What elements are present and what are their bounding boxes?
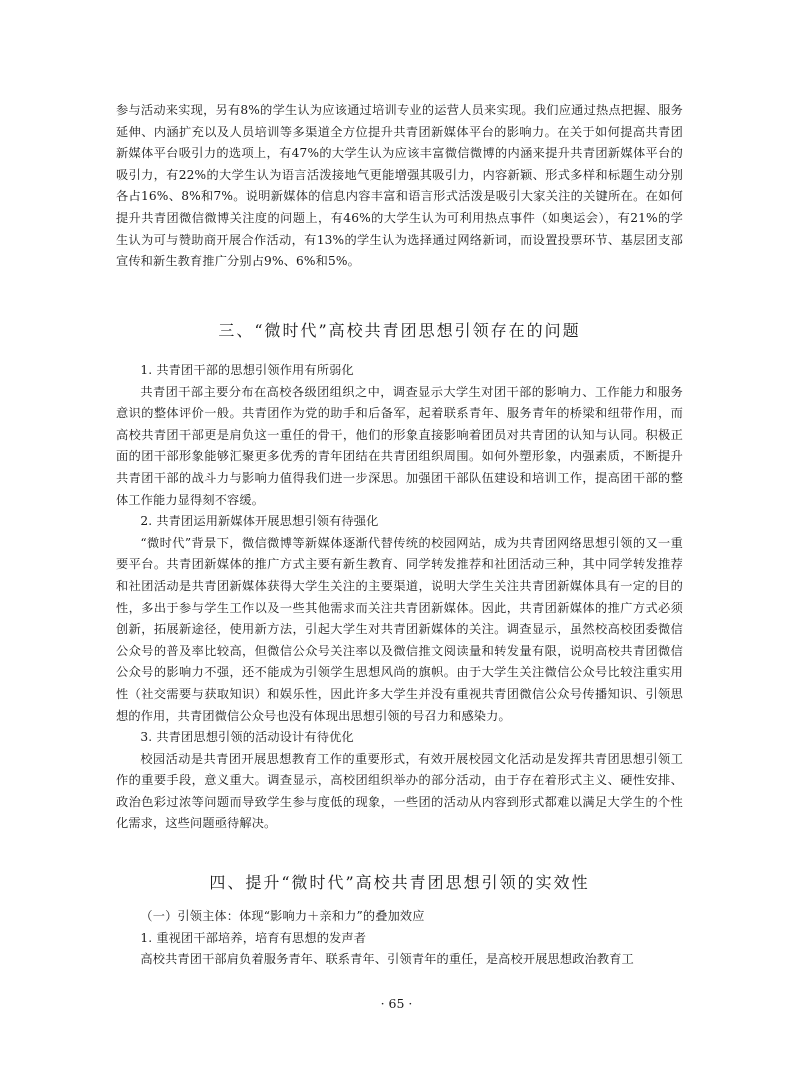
section3-sub1-title: 1. 共青团干部的思想引领作用有所弱化	[140, 363, 354, 377]
section3-sub3-body: 校园活动是共青团开展思想教育工作的重要形式，有效开展校园文化活动是发挥共青团思想引领工作的重要手段，意义重大。调查显示，高校团组织举办的部分活动，由于存在着形式主义、硬性安排、政治色彩过浓等问题而导致学生参与度低的现象，一些团的活动从内容到形式都难以满足大学生的个性化需求，这些问题亟待解决。	[116, 751, 683, 831]
section3-sub1-body: 共青团干部主要分布在高校各级团组织之中，调查显示大学生对团干部的影响力、工作能力和服务意识的整体评价一般。共青团作为党的助手和后备军，起着联系青年、服务青年的桥梁和纽带作用，而高校共青团干部更是肩负这一重任的骨干，他们的形象直接影响着团员对共青团的认知与认同。积极正面的团干部形象能够汇聚更多优秀的青年团结在共青团组织周围。如何外塑形象，内强素质，不断提升共青团干部的战斗力与影响力值得我们进一步深思。加强团干部队伍建设和培训工作，提高团干部的整体工作能力显得刻不容缓。	[116, 384, 683, 507]
section3-sub3-title: 3. 共青团思想引领的活动设计有待优化	[140, 730, 354, 745]
section3-heading: 三、“微时代”高校共青团思想引领存在的问题	[218, 321, 581, 340]
intro-paragraph: 参与活动来实现，另有8%的学生认为应该通过培训专业的运营人员来实现。我们应通过热点把握、服务延伸、内涵扩充以及人员培训等多渠道全方位提升共青团新媒体平台的影响力。在关于如何提高共青团新媒体平台吸引力的选项上，有47%的大学生认为应该丰富微信微博的内涵来提升共青团新媒体平台的吸引力，有22%的大学生认为语言活泼接地气更能增强其吸引力，内容新颖、形式多样和标题生动分别各占16%、8%和7%。说明新媒体的信息内容丰富和语言形式活泼是吸引大家关注的关键所在。在如何提升共青团微信微博关注度的问题上，有46%的大学生认为可利用热点事件（如奥运会），有21%的学生认为可与赞助商开展合作活动，有13%的学生认为选择通过网络新词，而设置投票环节、基层团支部宣传和新生教育推广分别占9%、6%和5%。	[116, 103, 683, 269]
section3-sub2-body: “微时代”背景下，微信微博等新媒体逐渐代替传统的校园网站，成为共青团网络思想引领的又一重要平台。共青团新媒体的推广方式主要有新生教育、同学转发推荐和社团活动三种，其中同学转发推荐和社团活动是共青团新媒体获得大学生关注的主要渠道，说明大学生关注共青团新媒体具有一定的目的性，多出于参与学生工作以及一些其他需求而关注共青团新媒体。因此，共青团新媒体的推广方式必须创新，拓展新途径，使用新方法，引起大学生对共青团新媒体的关注。调查显示，虽然校高校团委微信公众号的普及率比较高，但微信公众号关注率以及微信推文阅读量和转发量有限，说明高校共青团微信公众号的影响力不强，还不能成为引领学生思想风尚的旗帜。由于大学生关注微信公众号比较注重实用性（社交需要与获取知识）和娱乐性，因此许多大学生并没有重视共青团微信公众号传播知识、引领思想的作用，共青团微信公众号也没有体现出思想引领的号召力和感染力。	[116, 535, 683, 723]
section3-body	[116, 360, 683, 835]
page-number: · 65 ·	[380, 996, 413, 1011]
section4-heading: 四、提升“微时代”高校共青团思想引领的实效性	[209, 873, 590, 892]
intro-block	[116, 100, 683, 273]
section4-sub1-title: 1. 重视团干部培养，培育有思想的发声者	[140, 930, 367, 945]
section4-sub1-body: 高校共青团干部肩负着服务青年、联系青年、引领青年的重任，是高校开展思想政治教育工	[140, 952, 634, 967]
section4-body	[116, 906, 683, 971]
section4-subsection-a: （一）引领主体：体现“影响力＋亲和力”的叠加效应	[140, 909, 425, 923]
section3-sub2-title: 2. 共青团运用新媒体开展思想引领有待强化	[140, 514, 379, 529]
